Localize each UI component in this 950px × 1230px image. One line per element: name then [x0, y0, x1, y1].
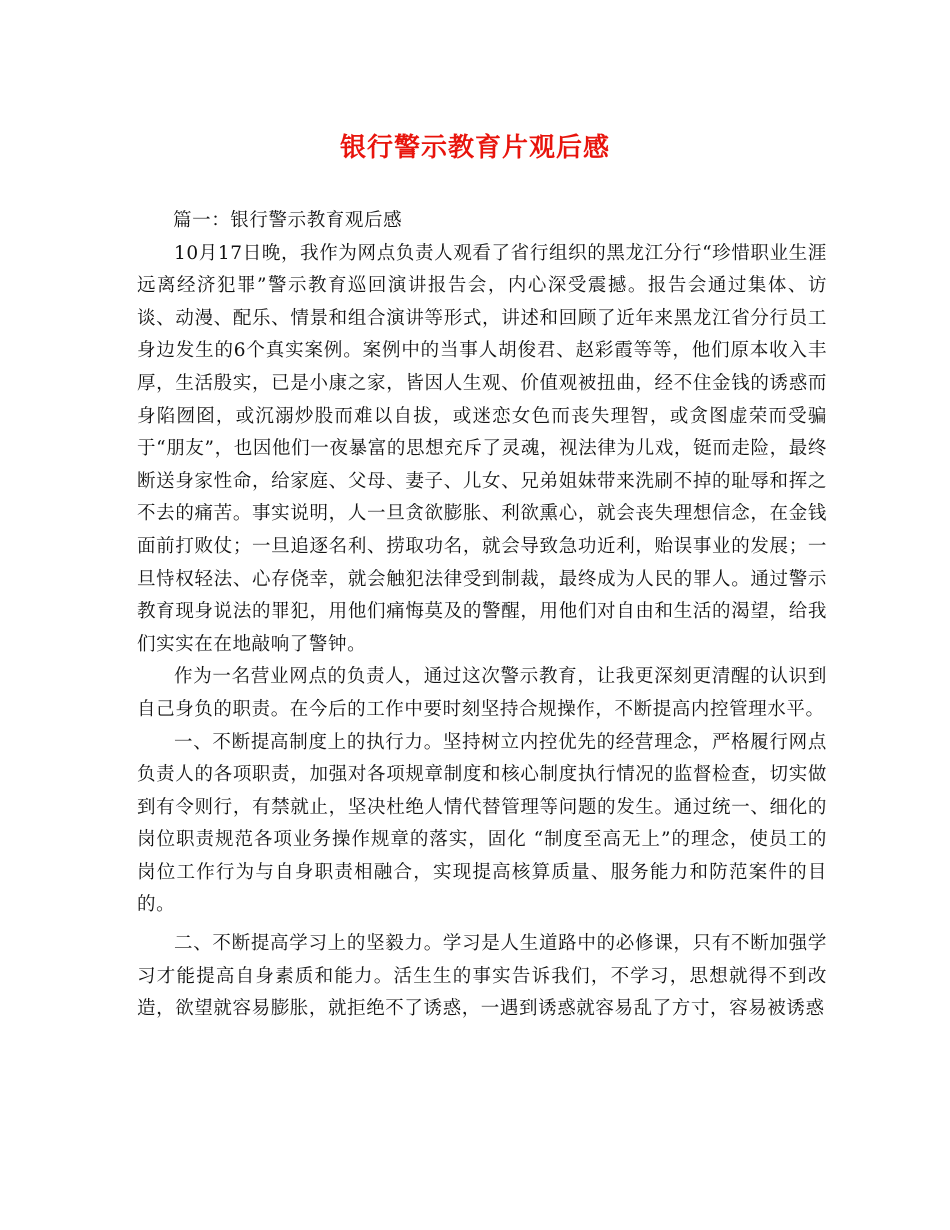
- document-title: 银行警示教育片观后感: [339, 133, 610, 163]
- paragraph-2: 作为一名营业网点的负责人，通过这次警示教育，让我更深刻更清醒的认识到自己身负的职责。在今后的工作中要时刻坚持合规操作，不断提高内控管理水平。: [137, 666, 827, 720]
- paragraph-3: 一、不断提高制度上的执行力。坚持树立内控优先的经营理念，严格履行网点负责人的各项职责，加强对各项规章制度和核心制度执行情况的监督检查，切实做到有令则行，有禁就止，坚决杜绝人情代替管理等问题的发生。通过统一、细化的岗位职责规范各项业务操作规章的落实，固化 “制度至高无上”的理念，使员工的岗位工作行为与自身职责相融合，实现提高核算质量、服务能力和防范案件的目的。: [137, 731, 827, 916]
- paragraph-1: 10月17日晚，我作为网点负责人观看了省行组织的黑龙江分行“珍惜职业生涯远离经济犯罪”警示教育巡回演讲报告会，内心深受震撼。报告会通过集体、访谈、动漫、配乐、情景和组合演讲等形式，讲述和回顾了近年来黑龙江省分行员工身边发生的6个真实案例。案例中的当事人胡俊君、赵彩霞等等，他们原本收入丰厚，生活殷实，已是小康之家，皆因人生观、价值观被扭曲，经不住金钱的诱惑而身陷囫囵，或沉溺炒股而难以自拔，或迷恋女色而丧失理智，或贪图虚荣而受骗于“朋友”，也因他们一夜暴富的思想充斥了灵魂，视法律为儿戏，铤而走险，最终断送身家性命，给家庭、父母、妻子、儿女、兄弟姐妹带来洗刷不掉的耻辱和挥之不去的痛苦。事实说明，人一旦贪欲膨胀、利欲熏心，就会丧失理想信念，在金钱面前打败仗；一旦追逐名利、捞取功名，就会导致急功近利，贻误事业的发展；一旦恃权轻法、心存侥幸，就会触犯法律受到制裁，最终成为人民的罪人。通过警示教育现身说法的罪犯，用他们痛悔莫及的警醒，用他们对自由和生活的渴望，给我们实实在在地敲响了警钟。: [137, 242, 827, 655]
- document-body: [137, 205, 827, 1026]
- section-heading: 篇一：银行警示教育观后感: [173, 210, 403, 231]
- paragraph-4: 二、不断提高学习上的坚毅力。学习是人生道路中的必修课，只有不断加强学习才能提高自身素质和能力。活生生的事实告诉我们，不学习，思想就得不到改造，欲望就容易膨胀，就拒绝不了诱惑，一遇到诱惑就容易乱了方寸，容易被诱惑: [137, 933, 827, 1020]
